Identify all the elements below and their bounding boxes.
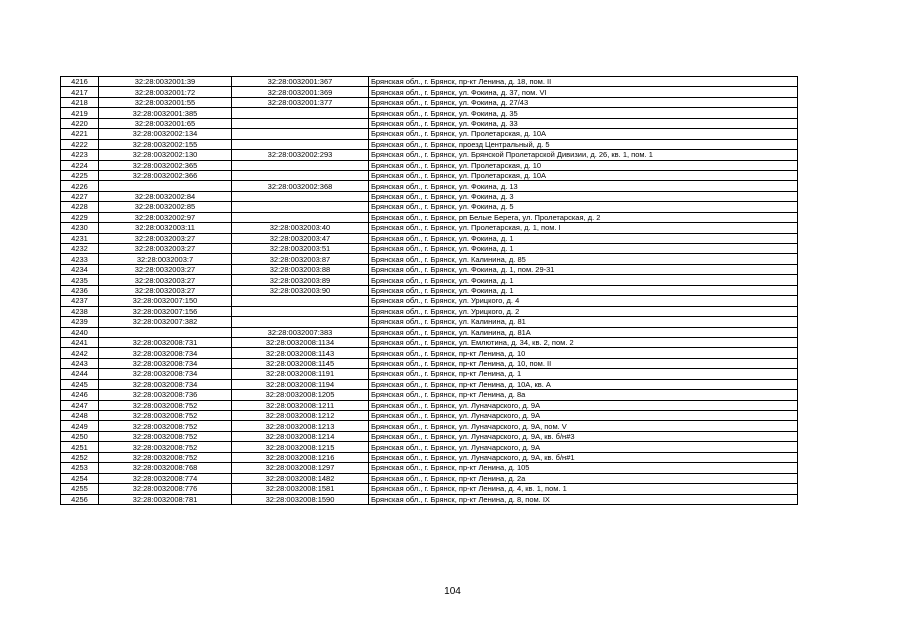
land-cadastral-number-cell: 32:28:0032001:55	[99, 97, 232, 107]
row-number-cell: 4244	[61, 369, 99, 379]
address-cell: Брянская обл., г. Брянск, пр-кт Ленина, д. 4, кв. 1, пом. 1	[369, 484, 798, 494]
land-cadastral-number-cell: 32:28:0032008:781	[99, 494, 232, 504]
land-cadastral-number-cell: 32:28:0032008:734	[99, 379, 232, 389]
row-number-cell: 4221	[61, 129, 99, 139]
row-number-cell: 4235	[61, 275, 99, 285]
land-cadastral-number-cell: 32:28:0032003:27	[99, 244, 232, 254]
table-row	[61, 317, 798, 327]
object-cadastral-number-cell: 32:28:0032008:1215	[232, 442, 369, 452]
object-cadastral-number-cell: 32:28:0032003:89	[232, 275, 369, 285]
object-cadastral-number-cell: 32:28:0032008:1145	[232, 358, 369, 368]
land-cadastral-number-cell: 32:28:0032008:752	[99, 452, 232, 462]
table-row	[61, 463, 798, 473]
row-number-cell: 4238	[61, 306, 99, 316]
address-cell: Брянская обл., г. Брянск, ул. Луначарского, д. 9А	[369, 442, 798, 452]
object-cadastral-number-cell: 32:28:0032001:369	[232, 87, 369, 97]
address-cell: Брянская обл., г. Брянск, ул. Фокина, д. 35	[369, 108, 798, 118]
address-cell: Брянская обл., г. Брянск, ул. Фокина, д. 3	[369, 191, 798, 201]
address-cell: Брянская обл., г. Брянск, ул. Урицкого, д. 4	[369, 296, 798, 306]
row-number-cell: 4228	[61, 202, 99, 212]
row-number-cell: 4227	[61, 191, 99, 201]
address-cell: Брянская обл., г. Брянск, пр-кт Ленина, д. 10	[369, 348, 798, 358]
object-cadastral-number-cell	[232, 212, 369, 222]
row-number-cell: 4222	[61, 139, 99, 149]
object-cadastral-number-cell: 32:28:0032003:90	[232, 285, 369, 295]
land-cadastral-number-cell: 32:28:0032007:156	[99, 306, 232, 316]
object-cadastral-number-cell	[232, 191, 369, 201]
object-cadastral-number-cell: 32:28:0032008:1297	[232, 463, 369, 473]
table-row	[61, 254, 798, 264]
object-cadastral-number-cell	[232, 118, 369, 128]
land-cadastral-number-cell: 32:28:0032003:27	[99, 264, 232, 274]
object-cadastral-number-cell: 32:28:0032002:368	[232, 181, 369, 191]
address-cell: Брянская обл., г. Брянск, ул. Фокина, д. 1	[369, 244, 798, 254]
table-row	[61, 327, 798, 337]
row-number-cell: 4255	[61, 484, 99, 494]
land-cadastral-number-cell: 32:28:0032002:84	[99, 191, 232, 201]
land-cadastral-number-cell	[99, 327, 232, 337]
address-cell: Брянская обл., г. Брянск, ул. Луначарского, д. 9А	[369, 400, 798, 410]
object-cadastral-number-cell: 32:28:0032007:383	[232, 327, 369, 337]
row-number-cell: 4229	[61, 212, 99, 222]
address-cell: Брянская обл., г. Брянск, пр-кт Ленина, д. 8, пом. IX	[369, 494, 798, 504]
table-row	[61, 358, 798, 368]
row-number-cell: 4239	[61, 317, 99, 327]
address-cell: Брянская обл., г. Брянск, ул. Луначарского, д. 9А, кв. б/н#1	[369, 452, 798, 462]
table-row	[61, 108, 798, 118]
address-cell: Брянская обл., г. Брянск, ул. Калинина, д. 81А	[369, 327, 798, 337]
object-cadastral-number-cell: 32:28:0032008:1213	[232, 421, 369, 431]
table-row	[61, 379, 798, 389]
object-cadastral-number-cell: 32:28:0032008:1216	[232, 452, 369, 462]
table-row	[61, 223, 798, 233]
registry-table-body	[61, 77, 798, 505]
address-cell: Брянская обл., г. Брянск, ул. Фокина, д. 33	[369, 118, 798, 128]
address-cell: Брянская обл., г. Брянск, ул. Фокина, д. 1	[369, 275, 798, 285]
address-cell: Брянская обл., г. Брянск, ул. Фокина, д. 1, пом. 29-31	[369, 264, 798, 274]
table-row	[61, 87, 798, 97]
table-row	[61, 139, 798, 149]
row-number-cell: 4240	[61, 327, 99, 337]
object-cadastral-number-cell: 32:28:0032008:1205	[232, 390, 369, 400]
table-row	[61, 452, 798, 462]
row-number-cell: 4250	[61, 431, 99, 441]
address-cell: Брянская обл., г. Брянск, пр-кт Ленина, д. 10А, кв. А	[369, 379, 798, 389]
address-cell: Брянская обл., г. Брянск, пр-кт Ленина, д. 105	[369, 463, 798, 473]
row-number-cell: 4245	[61, 379, 99, 389]
table-row	[61, 129, 798, 139]
object-cadastral-number-cell: 32:28:0032008:1214	[232, 431, 369, 441]
table-row	[61, 191, 798, 201]
land-cadastral-number-cell: 32:28:0032002:366	[99, 170, 232, 180]
land-cadastral-number-cell: 32:28:0032007:382	[99, 317, 232, 327]
row-number-cell: 4242	[61, 348, 99, 358]
land-cadastral-number-cell: 32:28:0032003:7	[99, 254, 232, 264]
row-number-cell: 4216	[61, 77, 99, 87]
object-cadastral-number-cell: 32:28:0032008:1191	[232, 369, 369, 379]
table-row	[61, 421, 798, 431]
land-cadastral-number-cell: 32:28:0032002:365	[99, 160, 232, 170]
table-row	[61, 212, 798, 222]
table-row	[61, 411, 798, 421]
address-cell: Брянская обл., г. Брянск, проезд Центральный, д. 5	[369, 139, 798, 149]
row-number-cell: 4224	[61, 160, 99, 170]
land-cadastral-number-cell: 32:28:0032003:27	[99, 275, 232, 285]
table-row	[61, 369, 798, 379]
object-cadastral-number-cell: 32:28:0032003:47	[232, 233, 369, 243]
address-cell: Брянская обл., г. Брянск, рп Белые Берега, ул. Пролетарская, д. 2	[369, 212, 798, 222]
object-cadastral-number-cell	[232, 296, 369, 306]
land-cadastral-number-cell: 32:28:0032001:39	[99, 77, 232, 87]
address-cell: Брянская обл., г. Брянск, ул. Фокина, д. 27/43	[369, 97, 798, 107]
address-cell: Брянская обл., г. Брянск, ул. Емлютина, д. 34, кв. 2, пом. 2	[369, 337, 798, 347]
table-row	[61, 97, 798, 107]
row-number-cell: 4218	[61, 97, 99, 107]
land-cadastral-number-cell: 32:28:0032008:734	[99, 369, 232, 379]
row-number-cell: 4220	[61, 118, 99, 128]
object-cadastral-number-cell: 32:28:0032008:1212	[232, 411, 369, 421]
row-number-cell: 4254	[61, 473, 99, 483]
row-number-cell: 4241	[61, 337, 99, 347]
land-cadastral-number-cell: 32:28:0032008:731	[99, 337, 232, 347]
table-row	[61, 244, 798, 254]
land-cadastral-number-cell: 32:28:0032003:11	[99, 223, 232, 233]
object-cadastral-number-cell: 32:28:0032003:87	[232, 254, 369, 264]
land-cadastral-number-cell: 32:28:0032008:752	[99, 431, 232, 441]
address-cell: Брянская обл., г. Брянск, ул. Фокина, д. 1	[369, 285, 798, 295]
object-cadastral-number-cell	[232, 170, 369, 180]
row-number-cell: 4251	[61, 442, 99, 452]
land-cadastral-number-cell: 32:28:0032001:72	[99, 87, 232, 97]
object-cadastral-number-cell: 32:28:0032003:88	[232, 264, 369, 274]
table-row	[61, 431, 798, 441]
row-number-cell: 4256	[61, 494, 99, 504]
table-row	[61, 285, 798, 295]
address-cell: Брянская обл., г. Брянск, ул. Пролетарская, д. 1, пом. I	[369, 223, 798, 233]
row-number-cell: 4252	[61, 452, 99, 462]
object-cadastral-number-cell	[232, 306, 369, 316]
table-row	[61, 160, 798, 170]
registry-table	[60, 76, 798, 505]
table-row	[61, 442, 798, 452]
object-cadastral-number-cell: 32:28:0032008:1134	[232, 337, 369, 347]
object-cadastral-number-cell: 32:28:0032001:367	[232, 77, 369, 87]
address-cell: Брянская обл., г. Брянск, ул. Пролетарская, д. 10	[369, 160, 798, 170]
table-row	[61, 181, 798, 191]
land-cadastral-number-cell: 32:28:0032008:734	[99, 348, 232, 358]
table-row	[61, 150, 798, 160]
object-cadastral-number-cell: 32:28:0032008:1194	[232, 379, 369, 389]
row-number-cell: 4233	[61, 254, 99, 264]
land-cadastral-number-cell: 32:28:0032008:774	[99, 473, 232, 483]
address-cell: Брянская обл., г. Брянск, ул. Фокина, д. 5	[369, 202, 798, 212]
table-row	[61, 390, 798, 400]
row-number-cell: 4234	[61, 264, 99, 274]
address-cell: Брянская обл., г. Брянск, ул. Луначарского, д. 9А	[369, 411, 798, 421]
table-row	[61, 264, 798, 274]
object-cadastral-number-cell	[232, 139, 369, 149]
object-cadastral-number-cell: 32:28:0032008:1581	[232, 484, 369, 494]
address-cell: Брянская обл., г. Брянск, ул. Луначарского, д. 9А, кв. б/н#3	[369, 431, 798, 441]
land-cadastral-number-cell: 32:28:0032002:155	[99, 139, 232, 149]
page-number: 104	[444, 586, 461, 597]
object-cadastral-number-cell: 32:28:0032001:377	[232, 97, 369, 107]
land-cadastral-number-cell: 32:28:0032008:768	[99, 463, 232, 473]
object-cadastral-number-cell	[232, 129, 369, 139]
address-cell: Брянская обл., г. Брянск, ул. Урицкого, д. 2	[369, 306, 798, 316]
table-row	[61, 233, 798, 243]
row-number-cell: 4247	[61, 400, 99, 410]
land-cadastral-number-cell: 32:28:0032008:752	[99, 442, 232, 452]
object-cadastral-number-cell	[232, 317, 369, 327]
table-row	[61, 275, 798, 285]
land-cadastral-number-cell: 32:28:0032003:27	[99, 233, 232, 243]
row-number-cell: 4230	[61, 223, 99, 233]
land-cadastral-number-cell: 32:28:0032002:134	[99, 129, 232, 139]
address-cell: Брянская обл., г. Брянск, ул. Пролетарская, д. 10А	[369, 129, 798, 139]
address-cell: Брянская обл., г. Брянск, пр-кт Ленина, д. 8а	[369, 390, 798, 400]
address-cell: Брянская обл., г. Брянск, пр-кт Ленина, д. 1	[369, 369, 798, 379]
table-row	[61, 170, 798, 180]
row-number-cell: 4225	[61, 170, 99, 180]
land-cadastral-number-cell	[99, 181, 232, 191]
table-row	[61, 484, 798, 494]
land-cadastral-number-cell: 32:28:0032003:27	[99, 285, 232, 295]
land-cadastral-number-cell: 32:28:0032007:150	[99, 296, 232, 306]
land-cadastral-number-cell: 32:28:0032008:752	[99, 421, 232, 431]
row-number-cell: 4237	[61, 296, 99, 306]
address-cell: Брянская обл., г. Брянск, пр-кт Ленина, д. 18, пом. II	[369, 77, 798, 87]
row-number-cell: 4236	[61, 285, 99, 295]
object-cadastral-number-cell: 32:28:0032008:1143	[232, 348, 369, 358]
row-number-cell: 4231	[61, 233, 99, 243]
land-cadastral-number-cell: 32:28:0032001:385	[99, 108, 232, 118]
land-cadastral-number-cell: 32:28:0032002:130	[99, 150, 232, 160]
address-cell: Брянская обл., г. Брянск, пр-кт Ленина, д. 2а	[369, 473, 798, 483]
address-cell: Брянская обл., г. Брянск, ул. Фокина, д. 1	[369, 233, 798, 243]
object-cadastral-number-cell: 32:28:0032008:1482	[232, 473, 369, 483]
row-number-cell: 4248	[61, 411, 99, 421]
table-row	[61, 473, 798, 483]
land-cadastral-number-cell: 32:28:0032008:752	[99, 400, 232, 410]
table-row	[61, 348, 798, 358]
object-cadastral-number-cell	[232, 202, 369, 212]
object-cadastral-number-cell: 32:28:0032003:51	[232, 244, 369, 254]
object-cadastral-number-cell: 32:28:0032008:1211	[232, 400, 369, 410]
land-cadastral-number-cell: 32:28:0032008:734	[99, 358, 232, 368]
table-row	[61, 202, 798, 212]
address-cell: Брянская обл., г. Брянск, ул. Фокина, д. 13	[369, 181, 798, 191]
object-cadastral-number-cell	[232, 160, 369, 170]
object-cadastral-number-cell: 32:28:0032008:1590	[232, 494, 369, 504]
address-cell: Брянская обл., г. Брянск, ул. Пролетарская, д. 10А	[369, 170, 798, 180]
row-number-cell: 4243	[61, 358, 99, 368]
table-row	[61, 400, 798, 410]
row-number-cell: 4226	[61, 181, 99, 191]
land-cadastral-number-cell: 32:28:0032001:65	[99, 118, 232, 128]
row-number-cell: 4249	[61, 421, 99, 431]
table-row	[61, 118, 798, 128]
land-cadastral-number-cell: 32:28:0032002:97	[99, 212, 232, 222]
address-cell: Брянская обл., г. Брянск, ул. Брянской Пролетарской Дивизии, д. 26, кв. 1, пом. 1	[369, 150, 798, 160]
row-number-cell: 4223	[61, 150, 99, 160]
land-cadastral-number-cell: 32:28:0032008:736	[99, 390, 232, 400]
land-cadastral-number-cell: 32:28:0032002:85	[99, 202, 232, 212]
row-number-cell: 4246	[61, 390, 99, 400]
object-cadastral-number-cell	[232, 108, 369, 118]
address-cell: Брянская обл., г. Брянск, ул. Фокина, д. 37, пом. VI	[369, 87, 798, 97]
object-cadastral-number-cell: 32:28:0032003:40	[232, 223, 369, 233]
table-row	[61, 77, 798, 87]
row-number-cell: 4232	[61, 244, 99, 254]
address-cell: Брянская обл., г. Брянск, пр-кт Ленина, д. 10, пом. II	[369, 358, 798, 368]
object-cadastral-number-cell: 32:28:0032002:293	[232, 150, 369, 160]
address-cell: Брянская обл., г. Брянск, ул. Калинина, д. 81	[369, 317, 798, 327]
table-row	[61, 306, 798, 316]
table-row	[61, 494, 798, 504]
land-cadastral-number-cell: 32:28:0032008:776	[99, 484, 232, 494]
table-row	[61, 337, 798, 347]
address-cell: Брянская обл., г. Брянск, ул. Калинина, д. 85	[369, 254, 798, 264]
table-row	[61, 296, 798, 306]
row-number-cell: 4253	[61, 463, 99, 473]
land-cadastral-number-cell: 32:28:0032008:752	[99, 411, 232, 421]
address-cell: Брянская обл., г. Брянск, ул. Луначарского, д. 9А, пом. V	[369, 421, 798, 431]
row-number-cell: 4219	[61, 108, 99, 118]
row-number-cell: 4217	[61, 87, 99, 97]
